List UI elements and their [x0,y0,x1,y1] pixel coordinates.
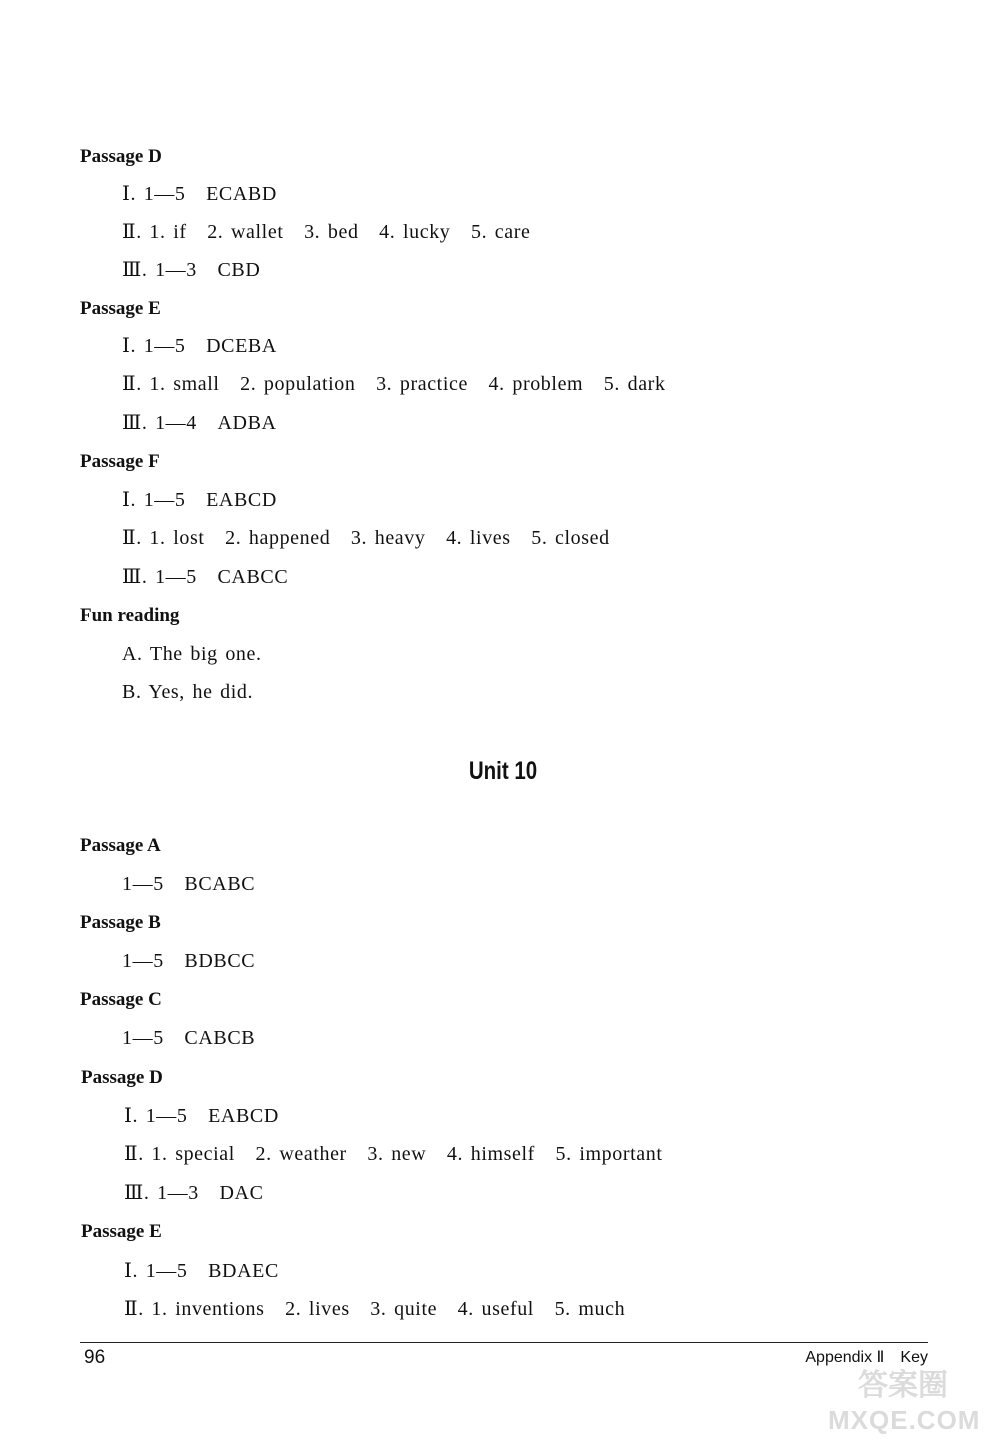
answer-line: Ⅰ. 1—5 ECABD [122,183,277,205]
answer-line: 1—5 CABCB [122,1027,256,1049]
answer-line: 1—5 BCABC [122,873,256,895]
answer-line: Ⅰ. 1—5 EABCD [122,489,277,511]
answer-line: Ⅲ. 1—3 CBD [122,259,261,281]
answer-line: Ⅰ. 1—5 DCEBA [122,335,277,357]
answer-line: Ⅱ. 1. inventions 2. lives 3. quite 4. useful 5. much [124,1298,626,1320]
watermark-top-text: 答案圈 [858,1368,948,1403]
answer-line: Ⅰ. 1—5 BDAEC [124,1260,279,1282]
passage-f-heading: Passage F [80,451,160,472]
unit-title: Unit 10 [468,757,538,785]
watermark-url-text: MXQE.COM [828,1405,981,1435]
answer-line: Ⅲ. 1—3 DAC [124,1182,264,1204]
passage-d-heading: Passage D [80,146,162,167]
answer-line: Ⅱ. 1. lost 2. happened 3. heavy 4. lives 5. closed [122,527,610,549]
answer-line: Ⅱ. 1. if 2. wallet 3. bed 4. lucky 5. care [122,221,531,243]
passage-e-heading: Passage E [81,1221,162,1242]
fun-reading-heading: Fun reading [80,605,180,626]
answer-line: Ⅰ. 1—5 EABCD [124,1105,279,1127]
passage-d-heading: Passage D [81,1067,163,1088]
footer-label: Appendix Ⅱ Key [805,1349,928,1366]
watermark-logo [828,1360,981,1440]
answer-line: Ⅱ. 1. special 2. weather 3. new 4. himself 5. important [124,1143,663,1165]
answer-line: Ⅲ. 1—5 CABCC [122,566,289,588]
passage-a-heading: Passage A [80,835,161,856]
passage-c-heading: Passage C [80,989,162,1010]
answer-line: B. Yes, he did. [122,681,254,703]
answer-line: Ⅱ. 1. small 2. population 3. practice 4. problem 5. dark [122,373,666,395]
passage-b-heading: Passage B [80,912,161,933]
answer-line: 1—5 BDBCC [122,950,256,972]
footer-rule [80,1342,928,1343]
page-number: 96 [84,1347,106,1368]
answer-line: A. The big one. [122,643,262,665]
answer-line: Ⅲ. 1—4 ADBA [122,412,277,434]
passage-e-heading: Passage E [80,298,161,319]
